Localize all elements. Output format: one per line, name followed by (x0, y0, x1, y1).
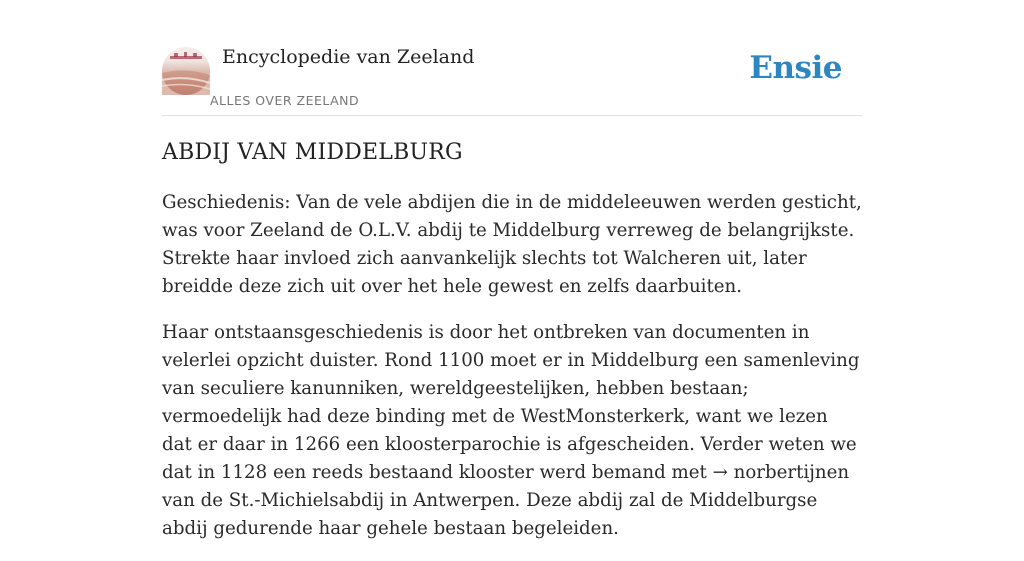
site-title[interactable]: Encyclopedie van Zeeland (222, 46, 475, 68)
article-title: ABDIJ VAN MIDDELBURG (162, 140, 463, 165)
brand-logo[interactable]: Ensie (749, 50, 842, 86)
article (162, 140, 862, 561)
site-subtitle: ALLES OVER ZEELAND (210, 93, 360, 108)
article-paragraph: Geschiedenis: Van de vele abdijen die in de middeleeuwen werden gesticht, was voor Zeeland de O.L.V. abdij te Middelburg verreweg de belangrijkste. Strekte haar invloed zich aanvankelijk slechts tot Walcheren uit, later breidde deze zich uit over het hele gewest en zelfs daarbuiten. (162, 192, 862, 297)
site-header (162, 0, 862, 116)
avatar-image-icon (162, 47, 210, 95)
article-paragraph: Haar ontstaansgeschiedenis is door het ontbreken van documenten in velerlei opzicht duister. Rond 1100 moet er in Middelburg een samenleving van seculiere kanunniken, wereldgeestelijken, hebben bestaan; vermoedelijk had deze binding met de WestMonsterkerk, want we lezen dat er daar in 1266 een kloosterparochie is afgescheiden. Verder weten we dat in 1128 een reeds bestaand klooster werd bemand met → norbertijnen van de St.-Michielsabdij in Antwerpen. Deze abdij zal de Middelburgse abdij gedurende haar gehele bestaan begeleiden. (162, 322, 860, 539)
site-avatar[interactable] (162, 47, 210, 95)
